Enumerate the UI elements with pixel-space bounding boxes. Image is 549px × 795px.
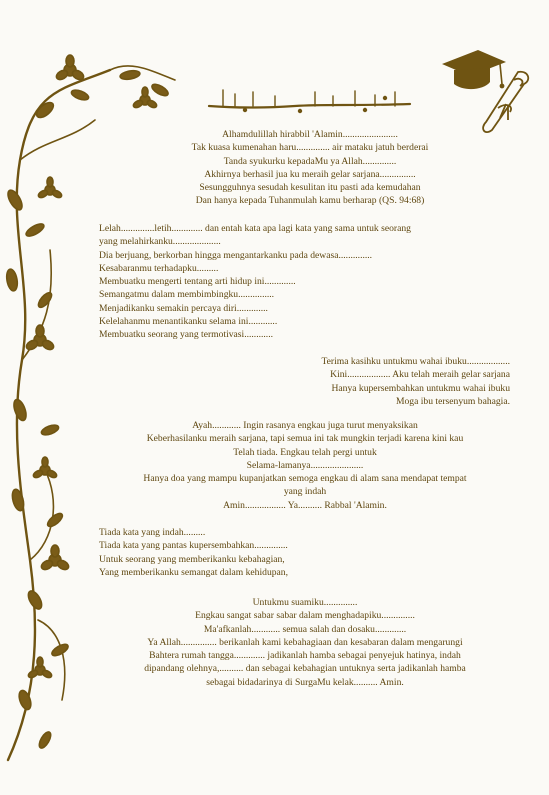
verse-line: Bahtera rumah tangga............. jadikanlah hamba sebagai penyejuk hatinya, indah — [149, 650, 461, 662]
opening-line: Sesungguhnya sesudah kesulitan itu pasti ada kemudahan — [199, 182, 421, 194]
verse-line: Telah tiada. Engkau telah pergi untuk — [233, 446, 377, 458]
opening-line: Dan hanya kepada Tuhanmulah kamu berharap (QS. 94:68) — [195, 195, 425, 207]
opening-line: Tanda syukurku kepadaMu ya Allah.............. — [223, 155, 397, 167]
verse-line: Semangatmu dalam membimbingku............... — [99, 289, 275, 301]
verse-line: Terima kasihku untukmu wahai ibuku.................. — [321, 356, 510, 367]
verse-line: Moga ibu tersenyum bahagia. — [395, 395, 510, 407]
verse-line: Kesabaranmu terhadapku......... — [99, 262, 219, 274]
opening-line: Tak kuasa kumenahan haru.............. air mataku jatuh berderai — [191, 142, 429, 154]
verse-line: yang melahirkanku.................... — [99, 236, 221, 248]
lelah-verse — [99, 222, 519, 342]
verse-line: Keberhasilanku meraih sarjana, tapi semua ini tak mungkin terjadi karena kini kau — [146, 433, 464, 445]
verse-line: Hanya kupersembahkan untukmu wahai ibuku — [331, 382, 510, 394]
verse-line: Untukmu suamiku.............. — [252, 597, 358, 608]
verse-line: Lelah..............letih............. dan entah kata apa lagi kata yang sama untuk seorang — [99, 223, 411, 234]
opening-line: Alhamdulillah hirabbil 'Alamin....................... — [222, 129, 398, 140]
gift-verse — [99, 526, 399, 579]
verse-line: Ma'afkanlah............ semua salah dan dosaku............. — [203, 623, 407, 635]
verse-line: Ya Allah............... berikanlah kami kebahagiaan dan kesabaran dalam mengarungi — [147, 636, 463, 648]
verse-line: Selama-lamanya...................... — [246, 459, 364, 471]
verse-line: yang indah — [283, 486, 327, 498]
bismillah-calligraphy — [205, 86, 415, 114]
verse-line: Yang memberikanku semangat dalam kehidupan, — [99, 566, 288, 578]
father-verse — [95, 419, 515, 512]
verse-line: Tiada kata yang pantas kupersembahkan.............. — [99, 540, 288, 552]
husband-verse — [95, 596, 515, 689]
verse-line: Membuatku mengerti tentang arti hidup ini............. — [99, 276, 296, 288]
verse-line: Tiada kata yang indah......... — [99, 527, 206, 538]
opening-verse — [110, 128, 510, 208]
verse-line: Untuk seorang yang memberikanku kebahagian, — [99, 553, 285, 565]
verse-line: dipandang olehnya,.......... dan sebagai kebahagian untuknya serta jadikanlah hamba — [144, 663, 466, 675]
ibu-verse — [250, 355, 510, 408]
verse-line: Amin................. Ya.......... Rabbal 'Alamin. — [223, 499, 387, 511]
opening-line: Akhirnya berhasil jua ku meraih gelar sarjana............... — [204, 168, 416, 180]
verse-line: Hanya doa yang mampu kupanjatkan semoga engkau di alam sana mendapat tempat — [143, 473, 467, 485]
verse-line: Kini.................. Aku telah meraih gelar sarjana — [330, 369, 510, 381]
verse-line: Engkau sangat sabar sabar dalam menghadapiku.............. — [195, 610, 415, 622]
verse-line: Dia berjuang, berkorban hingga mengantarkanku pada dewasa.............. — [99, 249, 373, 261]
verse-line: sebagai bidadarinya di SurgaMu kelak.......... Amin. — [206, 676, 404, 688]
verse-line: Menjadikanku semakin percaya diri............. — [99, 302, 268, 314]
verse-line: Kelelahanmu menantikanku selama ini............ — [99, 316, 278, 328]
verse-line: Membuatku seorang yang termotivasi............ — [99, 329, 273, 341]
verse-line: Ayah............ Ingin rasanya engkau juga turut menyaksikan — [192, 420, 418, 431]
